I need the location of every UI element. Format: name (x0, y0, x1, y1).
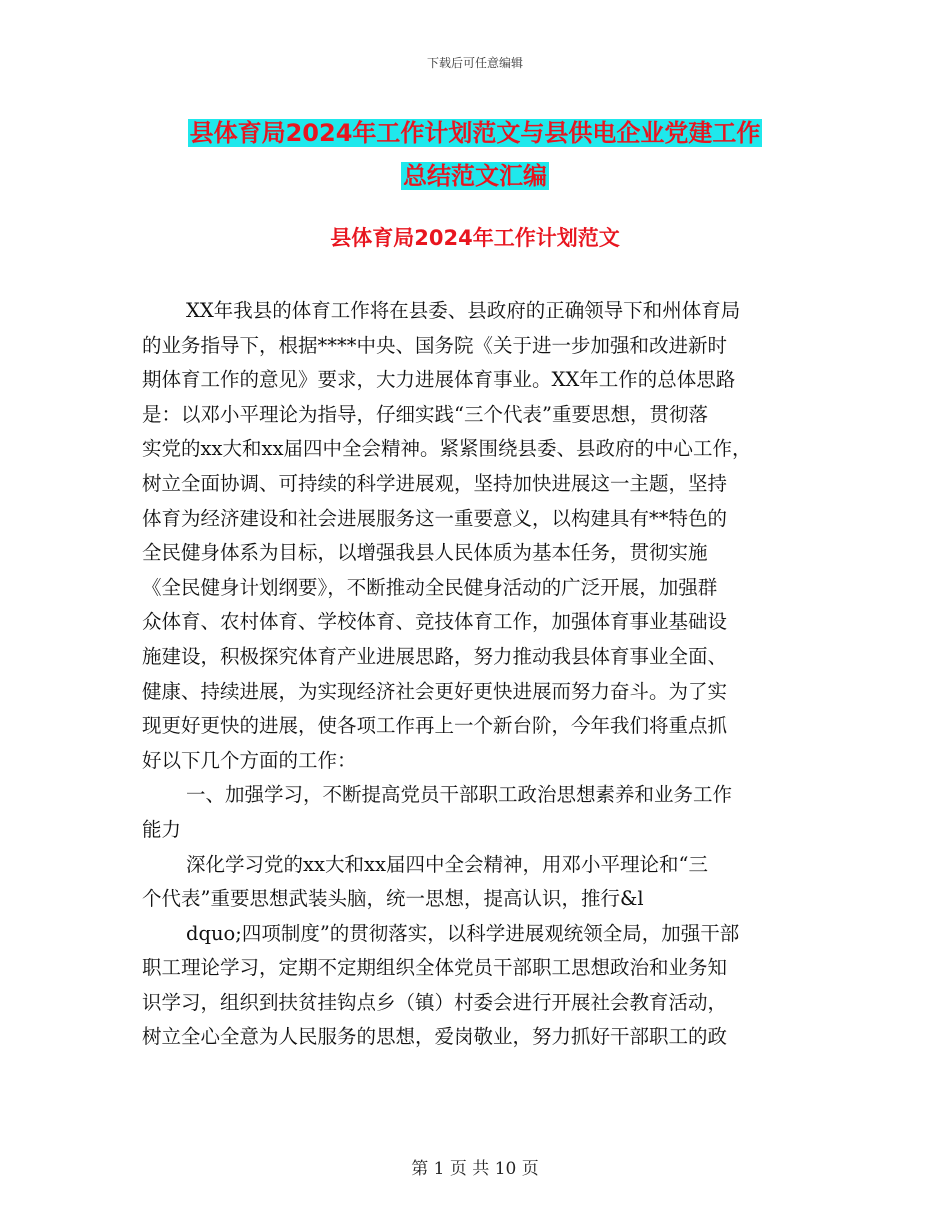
body-line: 是：以邓小平理论为指导，仔细实践“三个代表”重要思想，贯彻落 (142, 402, 708, 426)
body-line: 能力 (142, 817, 182, 841)
body-line: 实党的xx大和xx届四中全会精神。紧紧围绕县委、县政府的中心工作， (142, 437, 752, 461)
body-line: 体育为经济建设和社会进展服务这一重要意义，以构建具有**特色的 (142, 506, 728, 530)
body-line: 树立全心全意为人民服务的思想，爱岗敬业，努力抓好干部职工的政 (142, 1025, 728, 1049)
body-line: 个代表”重要思想武装头脑，统一思想，提高认识，推行&l (142, 887, 644, 911)
body-line: 现更好更快的进展，使各项工作再上一个新台阶，今年我们将重点抓 (142, 714, 728, 738)
body-line: 《全民健身计划纲要》，不断推动全民健身活动的广泛开展，加强群 (142, 575, 718, 599)
page-header-note: 下载后可任意编辑 (426, 56, 523, 70)
body-line: 深化学习党的xx大和xx届四中全会精神，用邓小平理论和“三 (186, 852, 708, 876)
body-line: dquo;四项制度”的贯彻落实，以科学进展观统领全局，加强干部 (186, 921, 740, 945)
document-title (0, 112, 950, 198)
body-line: 期体育工作的意见》要求，大力进展体育事业。XX年工作的总体思路 (142, 368, 736, 392)
page-number-footer: 第 1 页 共 10 页 (411, 1159, 539, 1179)
document-title-line-2: 总结范文汇编 (403, 162, 547, 190)
document-title-line-1: 县体育局2024年工作计划范文与县供电企业党建工作 (189, 119, 761, 147)
body-line: 一、加强学习，不断提高党员干部职工政治思想素养和业务工作 (186, 783, 733, 807)
body-line: 好以下几个方面的工作： (142, 748, 357, 772)
body-line: 众体育、农村体育、学校体育、竞技体育工作，加强体育事业基础设 (142, 610, 728, 634)
body-text (142, 294, 832, 1055)
body-line: XX年我县的体育工作将在县委、县政府的正确领导下和州体育局 (186, 299, 741, 322)
section-title: 县体育局2024年工作计划范文 (330, 226, 620, 250)
body-line: 职工理论学习，定期不定期组织全体党员干部职工思想政治和业务知 (142, 956, 728, 980)
body-line: 的业务指导下，根据****中央、国务院《关于进一步加强和改进新时 (142, 333, 728, 357)
body-line: 识学习，组织到扶贫挂钩点乡（镇）村委会进行开展社会教育活动， (142, 990, 728, 1014)
body-line: 施建设，积极探究体育产业进展思路，努力推动我县体育事业全面、 (142, 644, 728, 668)
body-line: 树立全面协调、可持续的科学进展观，坚持加快进展这一主题，坚持 (142, 471, 728, 495)
body-line: 健康、持续进展，为实现经济社会更好更快进展而努力奋斗。为了实 (142, 679, 728, 703)
body-line: 全民健身体系为目标，以增强我县人民体质为基本任务，贯彻实施 (142, 541, 708, 565)
